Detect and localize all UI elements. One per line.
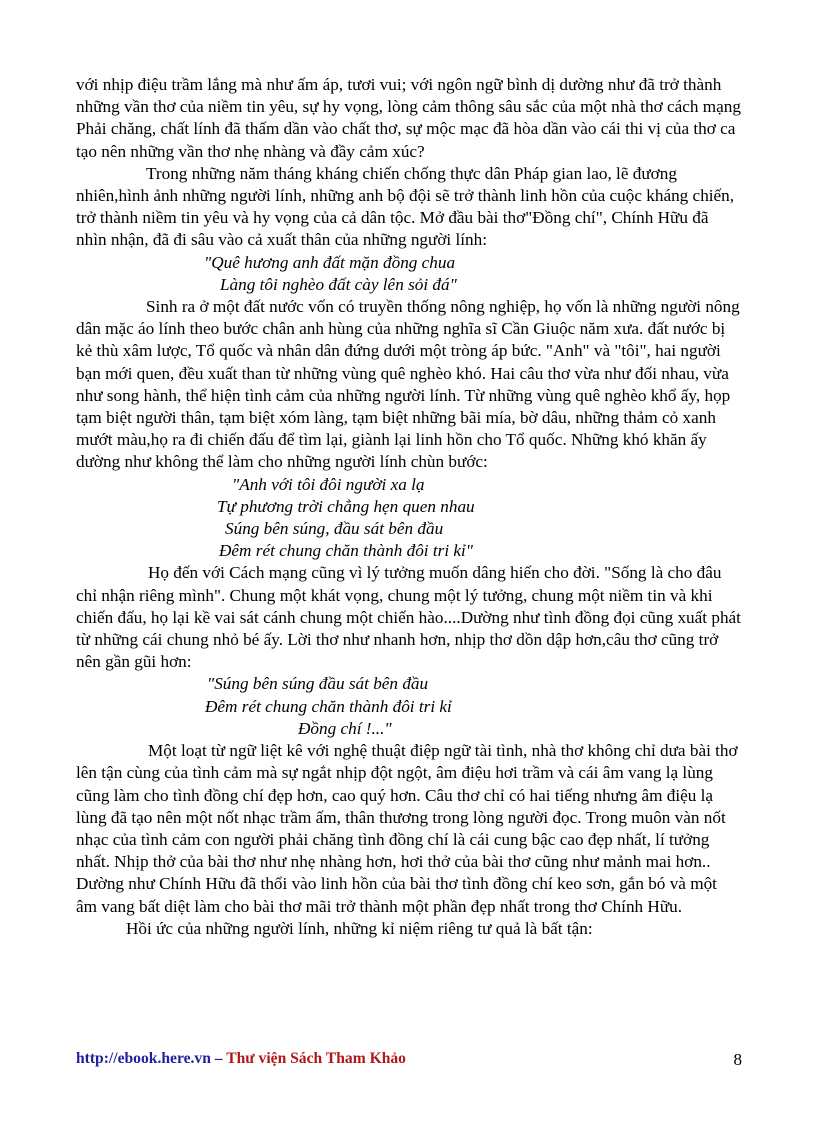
footer-separator: – bbox=[210, 1050, 227, 1067]
verse-line: Đồng chí !..." bbox=[298, 718, 392, 738]
paragraph: Sinh ra ở một đất nước vốn có truyền thống nông nghiệp, họ vốn là những người nông dân mặc áo lính theo bước chân anh hùng của những nghĩa sĩ Cần Giuộc năm xưa. đất nước bị kẻ thù xâm lược, Tổ quốc và nhân dân đứng dưới một tròng áp bức. "Anh" và "tôi", hai người bạn mới quen, đều xuất than từ những vùng quê nghèo khó. Hai câu thơ vừa như đối nhau, vừa như song hành, thể hiện tình cảm của những người lính. Từ những vùng quê nghèo khổ ấy, họp tạm biệt người thân, tạm biệt xóm làng, tạm biệt những bãi mía, bờ dâu, những thảm cỏ xanh mướt màu,họ ra đi chiến đấu để tìm lại, giành lại linh hồn cho Tổ quốc. Những khó khăn ấy dường như không thể làm cho những người lính chùn bước: bbox=[76, 297, 740, 472]
verse-line: "Quê hương anh đất mặn đồng chua bbox=[204, 252, 456, 272]
verse-line: Đêm rét chung chăn thành đôi tri kỉ" bbox=[219, 541, 474, 561]
paragraph: với nhịp điệu trầm lắng mà như ấm áp, tươi vui; với ngôn ngữ bình dị dường như đã trở thành những vần thơ của niềm tin yêu, sự hy vọng, lòng cảm thông sâu sắc của một nhà thơ cách mạng bbox=[76, 75, 741, 117]
paragraph: Hồi ức của những người lính, những kỉ niệm riêng tư quả là bất tận: bbox=[126, 918, 593, 938]
verse-line: "Anh với tôi đôi người xa lạ bbox=[232, 474, 425, 494]
page-footer bbox=[76, 1050, 742, 1074]
verse-line: Làng tôi nghèo đất cày lên sỏi đá" bbox=[220, 274, 457, 294]
poem-excerpt bbox=[76, 252, 742, 296]
document-page bbox=[76, 74, 742, 940]
verse-line: Đêm rét chung chăn thành đôi tri kỉ bbox=[205, 696, 452, 716]
poem-excerpt bbox=[76, 474, 742, 563]
verse-line: Súng bên súng, đầu sát bên đầu bbox=[225, 519, 444, 539]
paragraph: Trong những năm tháng kháng chiến chống thực dân Pháp gian lao, lẽ đương nhiên,hình ảnh những người lính, những anh bộ đội sẽ trở thành linh hồn của cuộc kháng chiến, trở thành niềm tin yêu và hy vọng của cả dân tộc. Mở đầu bài thơ"Đồng chí", Chính Hữu đã nhìn nhận, đã đi sâu vào cả xuất thân của những người lính: bbox=[76, 163, 735, 250]
footer-link[interactable]: http://ebook.here.vn bbox=[76, 1050, 211, 1067]
footer-library-name: Thư viện Sách Tham Khảo bbox=[226, 1050, 406, 1067]
verse-line: Tự phương trời chẳng hẹn quen nhau bbox=[217, 496, 475, 516]
paragraph: Họ đến với Cách mạng cũng vì lý tưởng muốn dâng hiến cho đời. "Sống là cho đâu chỉ nhận riêng mình". Chung một khát vọng, chung một lý tưởng, chung một niềm tin và khi chiến đấu, họ lại kề vai sát cánh chung một chiến hào....Dường như tình đồng đọi cũng xuất phát từ những cái chung nhỏ bé ấy. Lời thơ như nhanh hơn, nhịp thơ dồn dập hơn,câu thơ cũng trở nên gần gũi hơn: bbox=[76, 563, 741, 672]
paragraph: Phải chăng, chất lính đã thấm dần vào chất thơ, sự mộc mạc đã hòa dần vào cái thi vị của thơ ca tạo nên những vần thơ nhẹ nhàng và đầy cảm xúc? bbox=[76, 119, 736, 161]
paragraph: Một loạt từ ngữ liệt kê với nghệ thuật điệp ngữ tài tình, nhà thơ không chỉ dưa bài thơ lên tận cùng của tình cảm mà sự ngắt nhịp đột ngột, âm điệu hơi trầm và cái âm vang lạ lùng cũng làm cho tình đồng chí đẹp hơn, cao quý hơn. Câu thơ chỉ có hai tiếng nhưng âm điệu lạ lùng đã tạo nên một nốt nhạc trầm ấm, thân thương trong lòng người đọc. Trong muôn vàn nốt nhạc của tình cảm con người phải chăng tình đồng chí là cái cung bậc cao đẹp nhất, lí tưởng nhất. Nhịp thở của bài thơ như nhẹ nhàng hơn, hơi thở của bài thơ cũng như mảnh mai hơn.. Dường như Chính Hữu đã thổi vào linh hồn của bài thơ tình đồng chí keo sơn, gắn bó và một âm vang bất diệt làm cho bài thơ mãi trở thành một phần đẹp nhất trong thơ Chính Hữu. bbox=[76, 741, 738, 916]
verse-line: "Súng bên súng đầu sát bên đầu bbox=[207, 674, 429, 694]
page-number: 8 bbox=[733, 1050, 742, 1069]
poem-excerpt bbox=[76, 673, 742, 740]
